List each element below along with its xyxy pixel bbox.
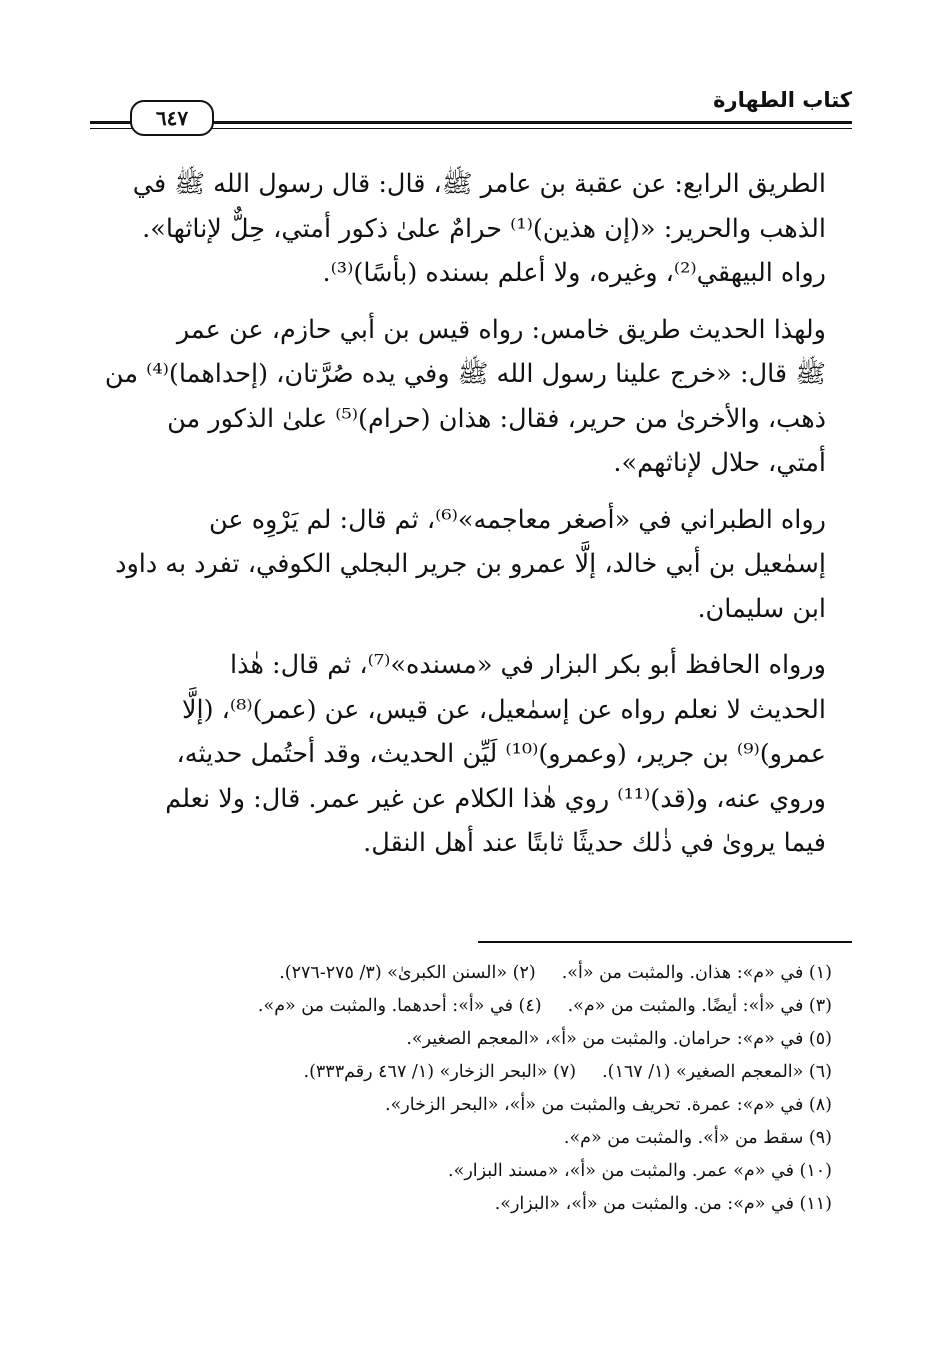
footnote: (٦) «المعجم الصغير» (١/ ١٦٧). bbox=[602, 1062, 832, 1082]
footnotes bbox=[88, 957, 852, 1221]
footnote-row bbox=[88, 1155, 852, 1188]
footnote: (٨) في «م»: عمرة. تحريف والمثبت من «أ»، «البحر الزخار». bbox=[385, 1095, 832, 1115]
text-line: فيما يرویٰ في ذٰلك حديثًا ثابتًا عند أهل النقل. bbox=[363, 828, 826, 858]
footnote-row bbox=[88, 1023, 852, 1056]
text-line: ﷺ قال: «خرج علينا رسول الله ﷺ وفي يده صُرَّتان، (إحداهما)⁽⁴⁾ من bbox=[104, 359, 826, 389]
paragraph bbox=[88, 308, 852, 486]
running-title: كتاب الطهارة bbox=[713, 88, 852, 112]
text-line: ولهذا الحديث طريق خامس: رواه قيس بن أبي حازم، عن عمر bbox=[176, 314, 826, 345]
footnote-row bbox=[88, 1056, 852, 1089]
paragraph bbox=[88, 643, 852, 866]
footnote: (٩) سقط من «أ». والمثبت من «م». bbox=[563, 1128, 832, 1148]
text-line: رواه الطبراني في «أصغر معاجمه»⁽⁶⁾، ثم قال: لم يَرْوِه عن bbox=[208, 504, 826, 535]
footnote: (٤) في «أ»: أحدهما. والمثبت من «م». bbox=[257, 996, 542, 1016]
text-line: عمرو)⁽⁹⁾ بن جرير، (وعمرو)⁽¹⁰⁾ لَيِّن الحديث، وقد أحتُمل حديثه، bbox=[176, 739, 826, 769]
footnote-separator bbox=[478, 941, 852, 943]
text-line: الذهب والحرير: «(إن هذين)⁽¹⁾ حرامٌ علىٰ ذكور أمتي، حِلٌّ لإناثها». bbox=[142, 213, 826, 244]
footnote: (٢) «السنن الكبرىٰ» (٣/ ٢٧٥-٢٧٦). bbox=[279, 963, 536, 983]
footnote: (١٠) في «م» عمر. والمثبت من «أ»، «مسند البزار». bbox=[448, 1161, 832, 1181]
page-number: ٦٤٧ bbox=[130, 100, 214, 136]
footnote-row bbox=[88, 990, 852, 1023]
text-line: إسمٰعيل بن أبي خالد، إلَّا عمرو بن جرير البجلي الكوفي، تفرد به داود bbox=[115, 549, 826, 579]
text-line: ابن سليمان. bbox=[697, 593, 826, 624]
footnote: (٣) في «أ»: أيضًا. والمثبت من «م». bbox=[567, 996, 832, 1016]
main-text bbox=[88, 162, 852, 878]
footnote-row bbox=[88, 957, 852, 990]
footnote-row bbox=[88, 1089, 852, 1122]
footnote: (٧) «البحر الزخار» (١/ ٤٦٧ رقم٣٣٣). bbox=[303, 1062, 577, 1082]
paragraph bbox=[88, 498, 852, 632]
text-line: الطريق الرابع: عن عقبة بن عامر ﷺ، قال: قال رسول الله ﷺ في bbox=[132, 169, 826, 199]
page-header bbox=[90, 88, 852, 138]
text-line: ورواه الحافظ أبو بكر البزار في «مسنده»⁽⁷⁾، ثم قال: هٰذا bbox=[230, 650, 826, 680]
footnote: (٥) في «م»: حرامان. والمثبت من «أ»، «المعجم الصغير». bbox=[406, 1029, 832, 1049]
paragraph bbox=[88, 162, 852, 296]
text-line: الحديث لا نعلم رواه عن إسمٰعيل، عن قيس، عن (عمر)⁽⁸⁾، (إلَّا bbox=[181, 694, 826, 725]
text-line: وروي عنه، و(قد)⁽¹¹⁾ روي هٰذا الكلام عن غير عمر. قال: ولا نعلم bbox=[165, 783, 826, 814]
footnote-row bbox=[88, 1188, 852, 1221]
footnote-row bbox=[88, 1122, 852, 1155]
text-line: ذهب، والأخرىٰ من حرير، فقال: هذان (حرام)⁽⁵⁾ علىٰ الذكور من bbox=[167, 403, 826, 434]
text-line: رواه البيهقي⁽²⁾، وغيره، ولا أعلم بسنده (بأسًا)⁽³⁾. bbox=[322, 258, 826, 288]
text-line: أمتي، حلال لإناثهم». bbox=[613, 448, 826, 478]
footnote: (١) في «م»: هذان. والمثبت من «أ». bbox=[561, 963, 832, 983]
footnote: (١١) في «م»: من. والمثبت من «أ»، «البزار». bbox=[494, 1194, 832, 1214]
